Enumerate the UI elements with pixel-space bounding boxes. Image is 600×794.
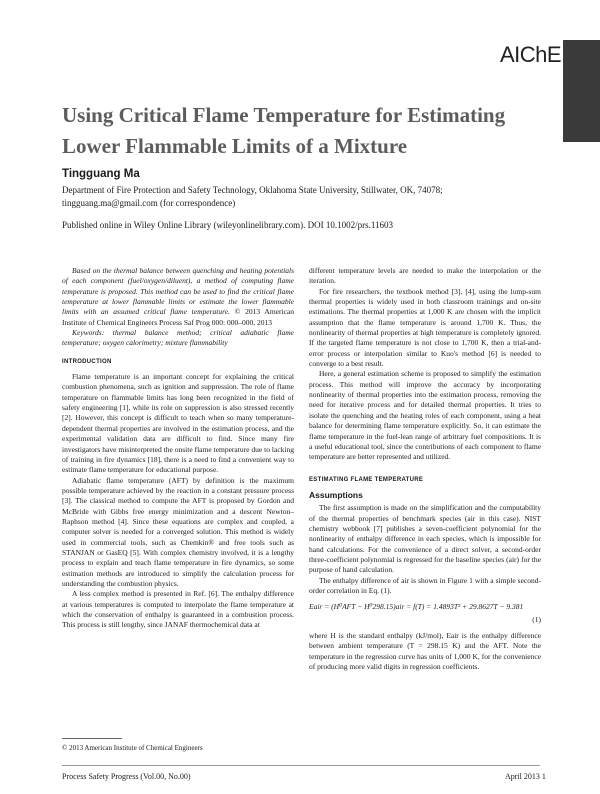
paper-title: Using Critical Flame Temperature for Estimating Lower Flammable Limits of a Mixture [62,103,506,158]
footer-date-page: April 2013 1 [505,772,546,781]
intro-paragraph-3: A less complex method is presented in Ref. [6]. The enthalpy difference at various temperatures is computed to interpolate the flame temperature at which the conservation of enthalpy is guaranteed in a combustion process. This process is still lengthy, since JANAF thermochemical data at [62,589,294,630]
footer-rule [62,765,540,766]
intro-paragraph-1: Flame temperature is an important concept for explaining the critical combustion phenomena, such as ignition and suppression. The role of flame temperature on flammable limits has long been recognized in the field of safety engineering [1], while its role on suppression is also stressed recently [2]. However, this concept is difficult to teach when so many temperature-dependent thermal properties are involved in the estimation process, and the experimental validation data are difficult to find. Since many fire investigators have misinterpreted the onsite flame temperature due to lacking of training in fire dynamics [18], there is a need to find a convenient way to estimate flame temperature for educational purpose. [62,372,294,475]
right-paragraph-3: Here, a general estimation scheme is proposed to simplify the estimation process. This method will improve the accuracy by incorporating nonlinearity of thermal properties into the estimation process, removing the need for iterative process and for detailed thermal properties. It tries to isolate the quenching and the heating roles of each component, using a heat balance for determining flame temperature explicitly. So, it can estimate the flame temperature in the fuel-lean range of arbitrary fuel compositions. It is a useful educational tool, since the contributions of each component to flame temperature are better represented and utilized. [309,369,541,462]
footnote-rule [62,738,122,739]
left-column [62,266,294,631]
after-equation-paragraph: where H is the standard enthalpy (kJ/mol), Eair is the enthalpy difference between ambient temperature (T = 298.15 K) and the AFT. Note the temperature in the regression curve has units of 1,000 K, for the convenience of producing more valid digits in regression coefficients. [309,631,541,672]
abstract-text: Based on the thermal balance between quenching and heating potentials of each component (fuel/oxygen/diluent), a method of computing flame temperature is proposed. This method can be used to find the critical flame temperature at lower flammable limits or estimate the lower flammable limits with an assumed critical flame temperature. © 2013 American Institute of Chemical Engineers Process Saf Prog 000: 000–000, 2013 [62,266,294,327]
abstract-copyright: © 2013 American Institute of Chemical Engineers Process Saf Prog 000: 000–000, 2013 [62,307,294,327]
author-name: Tingguang Ma [62,168,140,180]
equation-1: Eair = (H⁰AFT − H⁰298.15)air = f(T) = 1.4893T² + 29.8627T − 9.381 [309,602,524,612]
intro-paragraph-2: Adiabatic flame temperature (AFT) by definition is the maximum possible temperature achieved by the reaction in a constant pressure process [3]. The classical method to compute the AFT is proposed by Gordon and McBride with Gibbs free energy minimization and a descent Newton–Raphson method [4]. Since these equations are complex and coupled, a computer solver is needed for a converged solution. This method is widely used in commercial tools, such as Chemkin® and free tools such as STANJAN or GasEQ [5]. With complex chemistry involved, it is a lengthy process to explain and teach flame temperature in fire dynamics, so some estimation methods are introduced to simplify the calculation process for understanding the combustion physics. [62,475,294,588]
section-heading-introduction: INTRODUCTION [62,358,112,365]
abstract [62,266,294,349]
journal-logo: AIChE [500,42,562,67]
assumption-paragraph-1: The first assumption is made on the simplification and the computability of the thermal properties of benchmark species (air in this case). NIST chemistry webbook [7] publishes a seven-coefficient polynomial for the nonlinearity of enthalpy difference in each species, which is impossible for hand calculations. For the convenience of a direct solver, a second-order three-coefficient polynomial is regressed for the baseline species (air) for the purpose of hand calculation. [309,503,541,575]
equation-number: (1) [532,614,541,624]
section-heading-estimating: ESTIMATING FLAME TEMPERATURE [309,476,424,483]
affiliation: Department of Fire Protection and Safety Technology, Oklahoma State University, Stillwater, OK, 74078; [62,185,443,195]
footnote-copyright: © 2013 American Institute of Chemical Engineers [62,744,203,752]
author-email[interactable]: tingguang.ma@gmail.com (for correspondence) [62,197,236,208]
footer-journal: Process Safety Progress (Vol.00, No.00) [62,772,191,781]
affiliation-block [62,184,542,209]
publication-info: Published online in Wiley Online Library (wileyonlinelibrary.com). DOI 10.1002/prs.11603 [62,220,393,230]
right-paragraph-1: different temperature levels are needed to make the interpolation or the iteration. [309,266,541,286]
subsection-assumptions: Assumptions [309,489,363,500]
right-paragraph-2: For fire researchers, the textbook method [3], [4], using the lump-sum thermal properties is widely used in both classroom trainings and on-site estimations. The thermal properties at 1,000 K are chosen with the implicit assumption that the flame temperature is around 1,700 K. Thus, the nonlinearity of thermal properties at high temperature is completely ignored. If the targeted flame temperature is not close to 1,700 K, then a trial-and-error process or interpolation similar to Kuo's method [6] is needed to converge to a best result. [309,286,541,369]
journal-side-tab [563,40,600,142]
assumption-paragraph-2: The enthalpy difference of air is shown in Figure 1 with a simple second-order correlation in Eq. (1). [309,575,541,595]
right-column [309,266,541,672]
keywords: Keywords: thermal balance method; critical adiabatic flame temperature; oxygen calorimetry; mixture flammability [62,328,294,348]
